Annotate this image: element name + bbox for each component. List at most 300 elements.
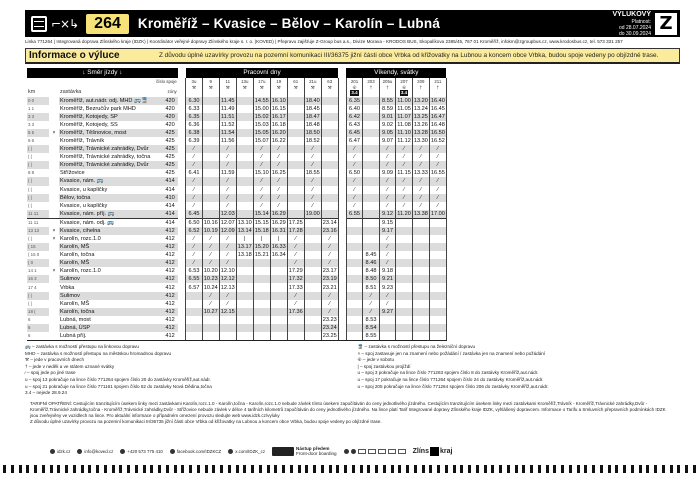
stripe-bar — [484, 465, 487, 473]
stop-name: Karolín, MŠ — [59, 259, 155, 267]
departure-time: 9.18 — [379, 267, 396, 275]
departure-time: ⁄ — [186, 177, 203, 185]
departure-time — [363, 186, 380, 194]
stop-name: Sulimov — [59, 292, 155, 300]
timetable-row — [27, 113, 446, 121]
departure-time — [363, 243, 380, 251]
departure-time: 13.30 — [413, 138, 428, 145]
departure-time — [321, 153, 338, 161]
request-stop-mark — [49, 137, 59, 145]
stop-name: Kroměříž, Kotojedy, SS — [60, 121, 118, 128]
zone-value: 425 — [165, 154, 175, 161]
zone-value: 412 — [165, 252, 175, 259]
departure-time: ⁄ — [396, 186, 413, 194]
spacer — [338, 202, 346, 210]
spacer — [178, 332, 186, 341]
departure-time — [363, 129, 380, 137]
workday-icon: ⚒ — [225, 84, 230, 90]
trip-header-201 — [346, 78, 363, 97]
departure-time: ⁄ — [429, 153, 446, 161]
departure-time — [412, 259, 429, 267]
departure-time — [236, 308, 253, 316]
spacer — [178, 105, 186, 113]
departure-time: ⁄ — [412, 145, 429, 153]
departure-time: ⁄ — [186, 161, 203, 169]
notice-title: Informace o výluce — [29, 50, 120, 61]
departure-time: 10.24 — [203, 284, 218, 291]
departure-time: 16.15 — [271, 105, 286, 112]
departure-time — [202, 129, 219, 137]
departure-time — [253, 292, 270, 300]
departure-time: 15.14 — [254, 210, 269, 217]
departure-time: 17.00 — [430, 210, 445, 217]
departure-time — [287, 121, 304, 129]
trip-number: 61 — [293, 79, 299, 84]
zone-value: 420 — [165, 105, 175, 112]
zone-value: 425 — [165, 138, 175, 145]
cross-icon: † — [369, 84, 373, 90]
departure-time — [287, 210, 304, 219]
spacer — [178, 194, 186, 202]
departure-time — [270, 300, 287, 308]
km-value: ( ( — [27, 145, 49, 153]
spacer — [178, 145, 186, 153]
departure-time — [287, 169, 304, 177]
departure-time — [429, 267, 446, 275]
trip-number: 205u — [382, 79, 393, 84]
departure-time: 17.32 — [288, 276, 303, 283]
departure-time: ⁄ — [321, 259, 338, 267]
departure-time: 6.45 — [346, 129, 363, 137]
tarif-section — [30, 401, 670, 426]
footer-x[interactable] — [228, 449, 265, 454]
departure-time — [236, 169, 253, 177]
departure-time: 11.49 — [220, 105, 235, 112]
departure-time: 12.07 — [220, 219, 235, 226]
zone-value: 412 — [165, 316, 175, 323]
request-stop-mark — [49, 251, 59, 259]
departure-time: 12.03 — [220, 210, 235, 217]
departure-time: ⁄ — [379, 300, 396, 308]
legend-item: × – spoj zastavuje jen na znamení nebo požádání / zastávka jen na znamení nebo požádání — [357, 350, 546, 356]
departure-time — [236, 153, 253, 161]
departure-time — [412, 308, 429, 316]
footer-email[interactable] — [77, 449, 113, 454]
departure-time: 11.54 — [220, 129, 235, 136]
spacer — [338, 68, 346, 78]
request-stop-mark: × — [52, 235, 56, 242]
stop-name: Kroměříž, Trávnické zahrádky, točna — [60, 154, 151, 161]
departure-time — [287, 186, 304, 194]
departure-time — [287, 202, 304, 210]
departure-time: 6.38 — [186, 129, 203, 137]
departure-time: ⁄ — [304, 202, 321, 210]
stripe-bar — [352, 465, 355, 473]
stripe-bar — [429, 465, 432, 473]
stripe-bar — [600, 465, 603, 473]
departure-time — [346, 243, 363, 251]
departure-time — [363, 194, 380, 202]
timetable-row — [27, 145, 446, 153]
departure-time: 6.35 — [346, 97, 363, 105]
departure-time — [396, 292, 413, 300]
spacer — [338, 161, 346, 169]
departure-time: 13.17 — [237, 244, 252, 251]
departure-time: ⁄ — [346, 153, 363, 161]
departure-time: 15.18 — [254, 227, 269, 234]
departure-time: | — [236, 235, 253, 243]
departure-time — [304, 218, 321, 227]
departure-time — [219, 316, 236, 324]
departure-time: ⁄ — [270, 153, 287, 161]
departure-time — [287, 161, 304, 169]
departure-time — [304, 308, 321, 316]
departure-time: ⁄ — [379, 161, 396, 169]
departure-time: 15.10 — [254, 170, 269, 177]
departure-time — [236, 267, 253, 275]
legend-item: 3.4 – nejede 28.9.24 — [25, 390, 67, 396]
departure-time: 9.07 — [379, 137, 396, 145]
stripe-bar — [166, 465, 169, 473]
stripe-bar — [631, 465, 634, 473]
departure-time: ⁄ — [304, 153, 321, 161]
spacer — [338, 78, 346, 97]
stop-name: Lubná, ÚSP — [59, 324, 155, 332]
departure-time — [236, 161, 253, 169]
departure-time: ⁄ — [304, 194, 321, 202]
column-header-row — [27, 78, 446, 97]
qr-icon — [388, 449, 396, 454]
departure-time — [346, 267, 363, 275]
departure-time — [253, 300, 270, 308]
departure-time — [236, 292, 253, 300]
validity-block — [612, 11, 651, 37]
stripe-bar — [42, 465, 45, 473]
trip-number: 21u — [309, 79, 317, 84]
footer-web[interactable] — [50, 449, 70, 454]
departure-time — [253, 267, 270, 275]
departure-time — [219, 324, 236, 332]
stripe-bar — [34, 465, 37, 473]
departure-time: ⁄ — [219, 186, 236, 194]
departure-time: 11.10 — [397, 129, 411, 136]
zone-label: zóny — [167, 88, 177, 94]
km-value: 18 ( — [27, 308, 49, 316]
departure-time — [346, 292, 363, 300]
trip-header-11 — [219, 78, 236, 97]
departure-time: 13.24 — [413, 105, 428, 112]
stripe-bar — [305, 465, 308, 473]
departure-time — [396, 267, 413, 275]
departure-time — [396, 259, 413, 267]
mastercard-icon — [351, 449, 356, 454]
stripe-bar — [26, 465, 29, 473]
departure-time: 6.47 — [346, 137, 363, 145]
departure-time: ⁄ — [186, 251, 203, 259]
timetable-row — [27, 267, 446, 275]
departure-time — [321, 210, 338, 219]
request-stop-mark — [49, 161, 59, 169]
boarding-cz: Nástup předem — [296, 445, 330, 451]
departure-time — [304, 267, 321, 275]
spacer — [338, 227, 346, 235]
stripe-bar — [119, 465, 122, 473]
departure-time — [396, 316, 413, 324]
workday-icon: ⚒ — [310, 84, 315, 90]
departure-time: 13.33 — [413, 170, 428, 177]
departure-time — [412, 251, 429, 259]
timetable-row — [27, 332, 446, 341]
departure-time: ⁄ — [379, 186, 396, 194]
spacer — [178, 243, 186, 251]
route-title: Kroměříž – Kvasice – Bělov – Karolín – Lubná — [137, 16, 441, 31]
facebook-icon — [170, 449, 175, 454]
stripe-bar — [615, 465, 618, 473]
timetable-row — [27, 153, 446, 161]
departure-time: ⁄ — [379, 243, 396, 251]
stripe-bar — [11, 465, 14, 473]
departure-time — [429, 324, 446, 332]
departure-time: ⁄ — [396, 177, 413, 185]
departure-time — [236, 332, 253, 341]
departure-time — [396, 283, 413, 291]
zone-value: 412 — [155, 259, 178, 267]
stripe-bar — [143, 465, 146, 473]
zone-value: 412 — [155, 275, 178, 283]
google-pay-icon — [378, 449, 386, 454]
stripe-bar — [251, 465, 254, 473]
stripe-bar — [577, 465, 580, 473]
legend-item: u – spoj 205 pokračuje na lince číslo 771264 spojem číslo 206 do zastávky Kroměříž,aut.nádr. — [357, 383, 549, 389]
departure-time: 16.48 — [430, 121, 445, 128]
departure-time — [346, 308, 363, 316]
departure-time: 9.15 — [379, 218, 396, 227]
departure-time: ⁄ — [363, 300, 380, 308]
departure-time: ⁄ — [287, 243, 304, 251]
departure-time: ⁄ — [219, 243, 236, 251]
departure-time: 18.52 — [305, 138, 320, 145]
stripe-bar — [476, 465, 479, 473]
stop-name: Kroměříž, Trávník — [60, 138, 105, 145]
no-bike-icon: ⌐×↳ — [51, 16, 79, 31]
departure-time — [346, 283, 363, 291]
departure-time: ⁄ — [321, 300, 338, 308]
stripe-bar — [468, 465, 471, 473]
departure-time: ⁄ — [412, 202, 429, 210]
km-value: 14 1 — [28, 268, 37, 274]
departure-time: ⁄ — [219, 161, 236, 169]
stripe-bar — [212, 465, 215, 473]
departure-time: ⁄ — [321, 308, 338, 316]
departure-time: ⁄ — [202, 300, 219, 308]
spacer — [338, 283, 346, 291]
departure-time: 8.59 — [379, 105, 396, 113]
boarding-en: Front-door boarding — [296, 451, 337, 457]
stripe-bar — [584, 465, 587, 473]
x-icon — [228, 449, 233, 454]
departure-time — [321, 202, 338, 210]
departure-time — [363, 137, 380, 145]
stripe-bar — [3, 465, 6, 473]
departure-time: 23.19 — [322, 276, 337, 283]
legend-item: † – jede v neděli a ve státem uznané svátky — [25, 363, 115, 369]
trip-number: 201 — [350, 79, 359, 84]
footer-facebook-label: facebook.com/IDZKCZ — [176, 448, 222, 454]
departure-time: ⁄ — [412, 194, 429, 202]
spacer — [178, 324, 186, 332]
closure-text: Z důvodu úplné uzavírky provozu na pozemní komunikaci III/36735 jižní části obce Vrbka od křižovatky na Lubnou a koncem obce Vrbka, budou spoje vedeny po objízdné trase. — [30, 419, 382, 425]
departure-time: 9.23 — [379, 283, 396, 291]
km-value: 16 3 — [27, 275, 49, 283]
stripe-bar — [321, 465, 324, 473]
departure-time — [202, 210, 219, 219]
departure-time — [236, 300, 253, 308]
stripe-bar — [205, 465, 208, 473]
departure-time — [287, 332, 304, 341]
departure-time: ⁄ — [429, 202, 446, 210]
saturday-icon: ⑥ — [402, 84, 407, 90]
departure-time: ⁄ — [287, 300, 304, 308]
trip-header-19 — [270, 78, 287, 97]
departure-time — [429, 308, 446, 316]
spacer — [178, 275, 186, 283]
timetable-row — [27, 251, 446, 259]
departure-time: 23.17 — [322, 268, 337, 275]
workday-icon: ⚒ — [327, 84, 332, 90]
stripe-bar — [515, 465, 518, 473]
departure-time: 12.15 — [220, 308, 235, 315]
departure-time: 6.33 — [186, 105, 203, 113]
visa-icon — [358, 449, 366, 454]
departure-time — [321, 186, 338, 194]
spacer — [338, 177, 346, 185]
departure-time — [186, 332, 203, 341]
legend-item: ⚒ – jede v pracovních dnech — [25, 357, 85, 363]
departure-time: ⁄ — [219, 300, 236, 308]
departure-time — [304, 283, 321, 291]
stop-name: Kroměříž, Bezručův park MHD — [60, 105, 136, 112]
departure-time: 6.55 — [346, 210, 363, 219]
departure-time: ⁄ — [186, 194, 203, 202]
request-stop-mark — [49, 186, 59, 194]
departure-time — [412, 332, 429, 341]
zone-value: 410 — [155, 194, 178, 202]
request-stop-mark — [49, 113, 59, 121]
departure-time: 9.17 — [379, 227, 396, 235]
km-value: ( 15 — [27, 243, 49, 251]
stripe-bar — [639, 465, 642, 473]
departure-time — [429, 316, 446, 324]
spacer — [338, 292, 346, 300]
departure-time — [202, 332, 219, 341]
zone-value: 425 — [155, 161, 178, 169]
departure-time — [346, 324, 363, 332]
departure-time — [346, 251, 363, 259]
request-stop-mark — [49, 177, 59, 185]
departure-time — [363, 177, 380, 185]
departure-time — [287, 97, 304, 105]
spacer — [178, 202, 186, 210]
timetable-row — [27, 259, 446, 267]
departure-time: 16.47 — [430, 113, 445, 120]
departure-time: 16.25 — [271, 170, 286, 177]
departure-time: ⁄ — [346, 145, 363, 153]
stripe-bar — [57, 465, 60, 473]
departure-time: ⁄ — [379, 259, 396, 267]
departure-time: ⁄ — [396, 153, 413, 161]
departure-time: ⁄ — [412, 161, 429, 169]
spacer — [338, 113, 346, 121]
departure-time — [202, 161, 219, 169]
spacer — [178, 283, 186, 291]
km-value: ( ( — [27, 161, 49, 169]
departure-time — [270, 259, 287, 267]
request-stop-mark — [49, 153, 59, 161]
departure-time: ⁄ — [363, 308, 380, 316]
stop-name: Kvasice, nám. příj. 🚌 — [59, 210, 155, 219]
departure-time: 17.29 — [288, 268, 303, 275]
stripe-bar — [267, 465, 270, 473]
footer-phone-label: +420 573 775 410 — [127, 448, 163, 454]
departure-time: ⁄ — [429, 177, 446, 185]
stripe-bar — [646, 465, 649, 473]
departure-time: ⁄ — [379, 292, 396, 300]
departure-time — [236, 275, 253, 283]
km-value: ( ( — [28, 154, 33, 160]
spacer — [178, 251, 186, 259]
footer-facebook[interactable] — [170, 449, 221, 454]
departure-time: ⁄ — [270, 186, 287, 194]
departure-time: 18.48 — [305, 121, 320, 128]
departure-time — [253, 316, 270, 324]
departure-time: ⁄ — [186, 243, 203, 251]
departure-time — [321, 97, 338, 105]
trip-number: 63 — [327, 79, 333, 84]
departure-time — [363, 169, 380, 177]
departure-time: 15.05 — [254, 129, 269, 136]
request-stop-mark — [49, 169, 59, 177]
departure-time: ⁄ — [287, 259, 304, 267]
spacer — [338, 186, 346, 194]
departure-time — [202, 169, 219, 177]
departure-time: ⁄ — [219, 292, 236, 300]
request-stop-mark — [49, 308, 59, 316]
spacer — [178, 316, 186, 324]
departure-time — [236, 177, 253, 185]
spacer — [338, 316, 346, 324]
departure-time: ⁄ — [287, 292, 304, 300]
spacer — [338, 97, 346, 105]
spacer — [338, 332, 346, 341]
timetable-row — [27, 202, 446, 210]
footer-phone[interactable] — [120, 449, 163, 454]
timetable — [27, 68, 447, 341]
spacer — [178, 161, 186, 169]
departure-time: 8.53 — [363, 316, 380, 324]
request-stop-mark — [49, 121, 59, 129]
departure-time: 16.45 — [430, 105, 445, 112]
spacer — [178, 267, 186, 275]
spacer — [338, 145, 346, 153]
stripe-bar — [414, 465, 417, 473]
departure-time — [396, 332, 413, 341]
departure-time — [304, 259, 321, 267]
departure-time — [253, 283, 270, 291]
departure-time: 11.56 — [220, 138, 235, 145]
departure-time — [287, 324, 304, 332]
departure-time: ⁄ — [396, 145, 413, 153]
trip-number: 13u — [241, 79, 249, 84]
